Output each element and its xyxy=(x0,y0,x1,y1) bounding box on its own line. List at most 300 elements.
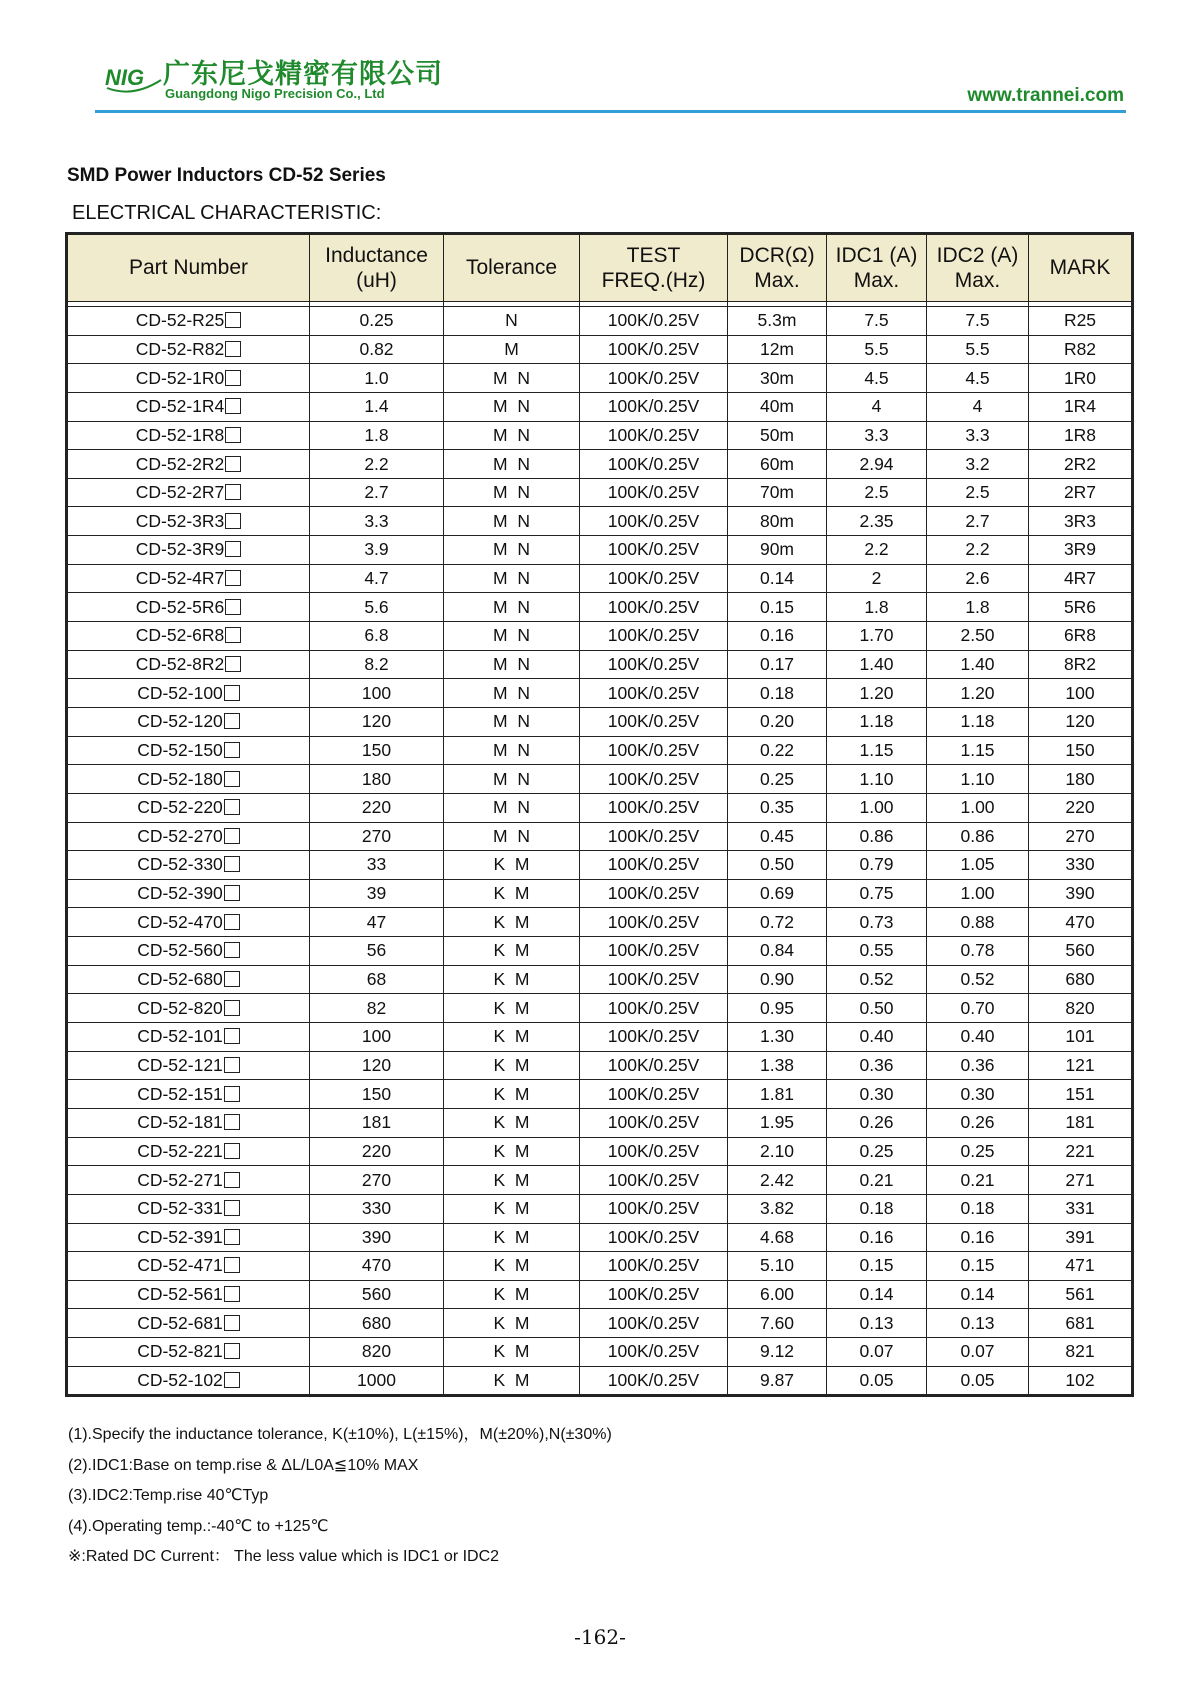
table-cell xyxy=(444,1252,580,1281)
table-cell xyxy=(310,507,444,536)
table-cell xyxy=(728,908,827,937)
cell-value: 2.42 xyxy=(759,1169,795,1190)
part-number: CD-52-561 xyxy=(137,1284,223,1305)
part-number: CD-52-470 xyxy=(137,911,223,932)
cell-value: 180 xyxy=(1065,768,1095,789)
table-cell xyxy=(310,793,444,822)
table-cell xyxy=(1029,822,1133,851)
table-cell xyxy=(728,1137,827,1166)
cell-value: 560 xyxy=(361,1284,392,1305)
table-cell xyxy=(1029,736,1133,765)
cell-value: 560 xyxy=(1065,940,1095,961)
table-cell xyxy=(310,335,444,364)
cell-value: 561 xyxy=(1065,1284,1095,1305)
table-cell xyxy=(310,1023,444,1052)
part-number: CD-52-330 xyxy=(137,854,223,875)
table-cell xyxy=(580,879,728,908)
table-cell xyxy=(728,822,827,851)
table-cell xyxy=(927,679,1029,708)
cell-value: 3.9 xyxy=(364,539,389,560)
cell-value: 1.8 xyxy=(364,424,389,445)
tolerance-code-box-icon xyxy=(224,885,240,901)
table-cell xyxy=(67,450,310,479)
table-cell xyxy=(67,1166,310,1195)
cell-value: 151 xyxy=(1065,1083,1095,1104)
table-cell xyxy=(827,1051,927,1080)
column-header-line: IDC1 (A) xyxy=(835,243,918,267)
table-cell xyxy=(444,1166,580,1195)
tolerance-code-box-icon xyxy=(225,513,241,529)
cell-value: 1R4 xyxy=(1063,396,1097,417)
part-number: CD-52-471 xyxy=(137,1255,223,1276)
table-cell xyxy=(927,421,1029,450)
cell-value: 50m xyxy=(759,424,795,445)
cell-value: N xyxy=(505,310,518,331)
table-cell xyxy=(310,564,444,593)
table-cell xyxy=(67,908,310,937)
cell-value: 100K/0.25V xyxy=(607,1169,700,1190)
cell-value: 100K/0.25V xyxy=(607,338,700,359)
table-cell xyxy=(927,536,1029,565)
cell-value: 100 xyxy=(361,1026,392,1047)
cell-value: 0.73 xyxy=(859,911,894,932)
table-cell xyxy=(310,822,444,851)
cell-value: K M xyxy=(493,1054,530,1075)
cell-value: 0.82 xyxy=(359,338,394,359)
cell-value: 100K/0.25V xyxy=(607,883,700,904)
table-cell xyxy=(310,908,444,937)
tolerance-code-box-icon xyxy=(224,1057,240,1073)
tolerance-code-box-icon xyxy=(225,312,241,328)
part-number: CD-52-151 xyxy=(137,1083,223,1104)
cell-value: K M xyxy=(493,1026,530,1047)
part-number: CD-52-390 xyxy=(137,883,223,904)
cell-value: 100K/0.25V xyxy=(607,940,700,961)
table-cell xyxy=(927,622,1029,651)
column-header xyxy=(827,234,927,302)
table-cell xyxy=(67,1023,310,1052)
table-cell xyxy=(1029,937,1133,966)
cell-value: 0.40 xyxy=(859,1026,894,1047)
table-cell xyxy=(927,937,1029,966)
table-cell xyxy=(444,965,580,994)
table-cell xyxy=(444,707,580,736)
cell-value: 1.8 xyxy=(864,596,889,617)
cell-value: 1.4 xyxy=(364,396,389,417)
tolerance-code-box-icon xyxy=(224,713,240,729)
cell-value: 120 xyxy=(361,711,392,732)
cell-value: 0.26 xyxy=(859,1112,894,1133)
table-row xyxy=(67,507,1133,536)
cell-value: 100 xyxy=(361,682,392,703)
cell-value: 4 xyxy=(871,396,882,417)
part-number: CD-52-560 xyxy=(137,940,223,961)
table-cell xyxy=(728,1080,827,1109)
table-cell xyxy=(67,707,310,736)
table-cell xyxy=(580,1166,728,1195)
table-cell xyxy=(580,450,728,479)
cell-value: 5R6 xyxy=(1063,596,1097,617)
cell-value: 4.5 xyxy=(965,367,990,388)
cell-value: 0.14 xyxy=(960,1284,995,1305)
cell-value: M N xyxy=(493,625,530,646)
table-cell xyxy=(67,994,310,1023)
cell-value: 100K/0.25V xyxy=(607,1026,700,1047)
cell-value: 2R2 xyxy=(1063,453,1097,474)
cell-value: 1.00 xyxy=(960,797,995,818)
table-row xyxy=(67,450,1133,479)
cell-value: 390 xyxy=(361,1226,392,1247)
column-header xyxy=(927,234,1029,302)
table-row xyxy=(67,478,1133,507)
table-cell xyxy=(580,965,728,994)
table-cell xyxy=(927,1051,1029,1080)
svg-text:NIG: NIG xyxy=(105,65,145,90)
cell-value: 391 xyxy=(1065,1226,1095,1247)
cell-value: K M xyxy=(493,1312,530,1333)
column-header-line: (uH) xyxy=(356,269,397,292)
table-cell xyxy=(728,1309,827,1338)
tolerance-code-box-icon xyxy=(224,914,240,930)
table-cell xyxy=(728,1252,827,1281)
table-row xyxy=(67,1280,1133,1309)
table-cell xyxy=(67,1194,310,1223)
table-cell xyxy=(927,908,1029,937)
table-cell xyxy=(444,765,580,794)
table-cell xyxy=(67,736,310,765)
cell-value: 5.5 xyxy=(965,338,990,359)
cell-value: M N xyxy=(493,682,530,703)
table-cell xyxy=(728,536,827,565)
table-cell xyxy=(827,536,927,565)
tolerance-code-box-icon xyxy=(224,1372,240,1388)
table-row xyxy=(67,335,1133,364)
cell-value: 1.10 xyxy=(859,768,894,789)
table-cell xyxy=(1029,450,1133,479)
table-cell xyxy=(827,793,927,822)
table-cell xyxy=(728,937,827,966)
table-cell xyxy=(580,392,728,421)
cell-value: 1R0 xyxy=(1063,367,1097,388)
table-cell xyxy=(67,307,310,336)
table-cell xyxy=(827,593,927,622)
table-cell xyxy=(67,478,310,507)
table-cell xyxy=(310,994,444,1023)
cell-value: 0.30 xyxy=(859,1083,894,1104)
table-cell xyxy=(1029,965,1133,994)
table-cell xyxy=(1029,478,1133,507)
cell-value: 820 xyxy=(1065,997,1095,1018)
cell-value: 101 xyxy=(1065,1026,1095,1047)
table-cell xyxy=(728,392,827,421)
table-cell xyxy=(310,478,444,507)
table-cell xyxy=(728,450,827,479)
table-row xyxy=(67,1051,1133,1080)
table-cell xyxy=(1029,1108,1133,1137)
cell-value: 1.15 xyxy=(859,739,894,760)
table-cell xyxy=(1029,593,1133,622)
cell-value: 330 xyxy=(1065,854,1095,875)
cell-value: 0.52 xyxy=(960,969,995,990)
column-header xyxy=(67,234,310,302)
table-cell xyxy=(1029,622,1133,651)
part-number: CD-52-271 xyxy=(137,1169,223,1190)
table-cell xyxy=(310,1338,444,1367)
tolerance-code-box-icon xyxy=(225,570,241,586)
tolerance-code-box-icon xyxy=(225,484,241,500)
tolerance-code-box-icon xyxy=(224,771,240,787)
cell-value: 100K/0.25V xyxy=(607,997,700,1018)
table-cell xyxy=(827,392,927,421)
cell-value: 220 xyxy=(361,797,392,818)
cell-value: 1.15 xyxy=(960,739,995,760)
table-cell xyxy=(827,307,927,336)
table-cell xyxy=(1029,1194,1133,1223)
table-cell xyxy=(728,965,827,994)
tolerance-code-box-icon xyxy=(224,1172,240,1188)
table-cell xyxy=(827,478,927,507)
table-cell xyxy=(1029,307,1133,336)
tolerance-code-box-icon xyxy=(224,1086,240,1102)
table-row xyxy=(67,1252,1133,1281)
table-cell xyxy=(1029,335,1133,364)
cell-value: 0.18 xyxy=(960,1198,995,1219)
table-cell xyxy=(580,1080,728,1109)
table-cell xyxy=(827,822,927,851)
table-cell xyxy=(67,1338,310,1367)
cell-value: 3.82 xyxy=(759,1198,795,1219)
table-cell xyxy=(927,879,1029,908)
cell-value: 100K/0.25V xyxy=(607,739,700,760)
cell-value: 60m xyxy=(759,453,795,474)
cell-value: 271 xyxy=(1065,1169,1095,1190)
table-cell xyxy=(444,536,580,565)
table-cell xyxy=(580,1223,728,1252)
table-cell xyxy=(728,335,827,364)
part-number: CD-52-150 xyxy=(137,739,223,760)
table-cell xyxy=(927,364,1029,393)
cell-value: 0.05 xyxy=(859,1370,894,1391)
table-cell xyxy=(927,1338,1029,1367)
cell-value: 102 xyxy=(1065,1370,1095,1391)
part-number: CD-52-120 xyxy=(137,711,223,732)
cell-value: 220 xyxy=(1065,797,1095,818)
table-row xyxy=(67,793,1133,822)
part-number: CD-52-6R8 xyxy=(135,625,225,646)
table-cell xyxy=(927,994,1029,1023)
table-row xyxy=(67,564,1133,593)
table-cell xyxy=(827,1252,927,1281)
table-row xyxy=(67,421,1133,450)
cell-value: M N xyxy=(493,539,530,560)
tolerance-code-box-icon xyxy=(224,799,240,815)
table-cell xyxy=(827,1223,927,1252)
cell-value: 181 xyxy=(361,1112,392,1133)
table-cell xyxy=(827,650,927,679)
cell-value: 2.5 xyxy=(965,482,990,503)
table-cell xyxy=(728,1366,827,1396)
table-cell xyxy=(67,822,310,851)
table-cell xyxy=(444,307,580,336)
table-cell xyxy=(580,707,728,736)
table-cell xyxy=(444,1366,580,1396)
cell-value: 0.95 xyxy=(759,997,795,1018)
table-cell xyxy=(827,908,927,937)
table-cell xyxy=(580,851,728,880)
cell-value: 3R9 xyxy=(1063,539,1097,560)
tolerance-code-box-icon xyxy=(225,398,241,414)
column-header-line: TEST xyxy=(626,243,681,267)
table-cell xyxy=(580,507,728,536)
cell-value: 2.7 xyxy=(965,510,990,531)
table-cell xyxy=(444,1023,580,1052)
table-cell xyxy=(444,1137,580,1166)
column-header-line: IDC2 (A) xyxy=(936,243,1019,267)
cell-value: 0.36 xyxy=(859,1054,894,1075)
cell-value: 0.25 xyxy=(759,768,795,789)
cell-value: M N xyxy=(493,568,530,589)
cell-value: 1.40 xyxy=(960,654,995,674)
table-row xyxy=(67,536,1133,565)
cell-value: 100K/0.25V xyxy=(607,711,700,732)
cell-value: 330 xyxy=(361,1198,392,1219)
table-row xyxy=(67,307,1133,336)
cell-value: 0.13 xyxy=(960,1312,995,1333)
cell-value: K M xyxy=(493,1255,530,1276)
cell-value: 1.81 xyxy=(759,1083,795,1104)
cell-value: 0.14 xyxy=(859,1284,894,1305)
cell-value: 0.21 xyxy=(859,1169,894,1190)
table-cell xyxy=(444,879,580,908)
table-cell xyxy=(67,879,310,908)
table-cell xyxy=(310,765,444,794)
cell-value: 100K/0.25V xyxy=(607,568,700,589)
cell-value: 0.16 xyxy=(960,1226,995,1247)
tolerance-code-box-icon xyxy=(224,742,240,758)
cell-value: 7.5 xyxy=(965,310,990,331)
table-row xyxy=(67,908,1133,937)
column-header-line: Inductance xyxy=(325,243,428,267)
cell-value: 2R7 xyxy=(1063,482,1097,503)
table-cell xyxy=(827,736,927,765)
note-3: (3).IDC2:Temp.rise 40℃Typ xyxy=(68,1487,269,1504)
cell-value: 1.95 xyxy=(759,1112,795,1133)
table-cell xyxy=(444,478,580,507)
table-row xyxy=(67,1366,1133,1396)
cell-value: M N xyxy=(493,510,530,531)
table-cell xyxy=(927,1023,1029,1052)
tolerance-code-box-icon xyxy=(225,627,241,643)
table-cell xyxy=(927,1080,1029,1109)
cell-value: 0.20 xyxy=(759,711,795,732)
table-cell xyxy=(1029,1051,1133,1080)
cell-value: 5.6 xyxy=(364,596,389,617)
cell-value: 33 xyxy=(366,854,387,875)
cell-value: K M xyxy=(493,1341,530,1362)
table-row xyxy=(67,879,1133,908)
cell-value: M N xyxy=(493,424,530,445)
table-cell xyxy=(444,622,580,651)
cell-value: M N xyxy=(493,396,530,417)
tolerance-code-box-icon xyxy=(224,1143,240,1159)
tolerance-code-box-icon xyxy=(224,856,240,872)
table-cell xyxy=(827,564,927,593)
website-link[interactable]: www.trannei.com xyxy=(967,85,1124,106)
part-number: CD-52-8R2 xyxy=(135,654,225,674)
cell-value: 2 xyxy=(871,568,882,589)
table-cell xyxy=(827,507,927,536)
table-row xyxy=(67,707,1133,736)
table-cell xyxy=(1029,564,1133,593)
table-cell xyxy=(580,1194,728,1223)
cell-value: 5.5 xyxy=(864,338,889,359)
part-number: CD-52-3R9 xyxy=(135,539,225,560)
table-cell xyxy=(827,421,927,450)
table-cell xyxy=(310,421,444,450)
table-cell xyxy=(1029,1280,1133,1309)
cell-value: 0.84 xyxy=(759,940,795,961)
cell-value: 8.2 xyxy=(364,654,389,674)
table-cell xyxy=(580,307,728,336)
company-name-cn: 广东尼戈精密有限公司 xyxy=(163,59,443,90)
table-cell xyxy=(310,965,444,994)
table-cell xyxy=(827,679,927,708)
table-cell xyxy=(827,1166,927,1195)
table-cell xyxy=(310,937,444,966)
table-cell xyxy=(927,1280,1029,1309)
cell-value: 9.12 xyxy=(759,1341,795,1362)
table-row xyxy=(67,1223,1133,1252)
cell-value: 221 xyxy=(1065,1140,1095,1161)
table-cell xyxy=(67,364,310,393)
table-cell xyxy=(1029,994,1133,1023)
table-cell xyxy=(580,822,728,851)
cell-value: 4R7 xyxy=(1063,568,1097,589)
cell-value: 100K/0.25V xyxy=(607,969,700,990)
cell-value: 820 xyxy=(361,1341,392,1362)
cell-value: 1.38 xyxy=(759,1054,795,1075)
table-cell xyxy=(310,1223,444,1252)
cell-value: M xyxy=(504,338,519,359)
part-number: CD-52-R25 xyxy=(135,310,225,331)
table-cell xyxy=(310,364,444,393)
table-cell xyxy=(444,650,580,679)
cell-value: 2.2 xyxy=(864,539,889,560)
table-cell xyxy=(444,1194,580,1223)
cell-value: 1.20 xyxy=(960,682,995,703)
cell-value: 0.13 xyxy=(859,1312,894,1333)
cell-value: 100K/0.25V xyxy=(607,482,700,503)
cell-value: 0.25 xyxy=(859,1140,894,1161)
table-cell xyxy=(827,965,927,994)
table-row xyxy=(67,1080,1133,1109)
cell-value: K M xyxy=(493,997,530,1018)
cell-value: K M xyxy=(493,854,530,875)
table-cell xyxy=(67,679,310,708)
tolerance-code-box-icon xyxy=(224,1000,240,1016)
table-cell xyxy=(728,650,827,679)
cell-value: 100K/0.25V xyxy=(607,1255,700,1276)
column-header-line: FREQ.(Hz) xyxy=(601,269,706,292)
table-cell xyxy=(580,793,728,822)
cell-value: 0.79 xyxy=(859,854,894,875)
table-cell xyxy=(728,1194,827,1223)
table-cell xyxy=(1029,650,1133,679)
table-cell xyxy=(1029,879,1133,908)
table-cell xyxy=(580,364,728,393)
table-cell xyxy=(67,564,310,593)
cell-value: 0.69 xyxy=(759,883,795,904)
